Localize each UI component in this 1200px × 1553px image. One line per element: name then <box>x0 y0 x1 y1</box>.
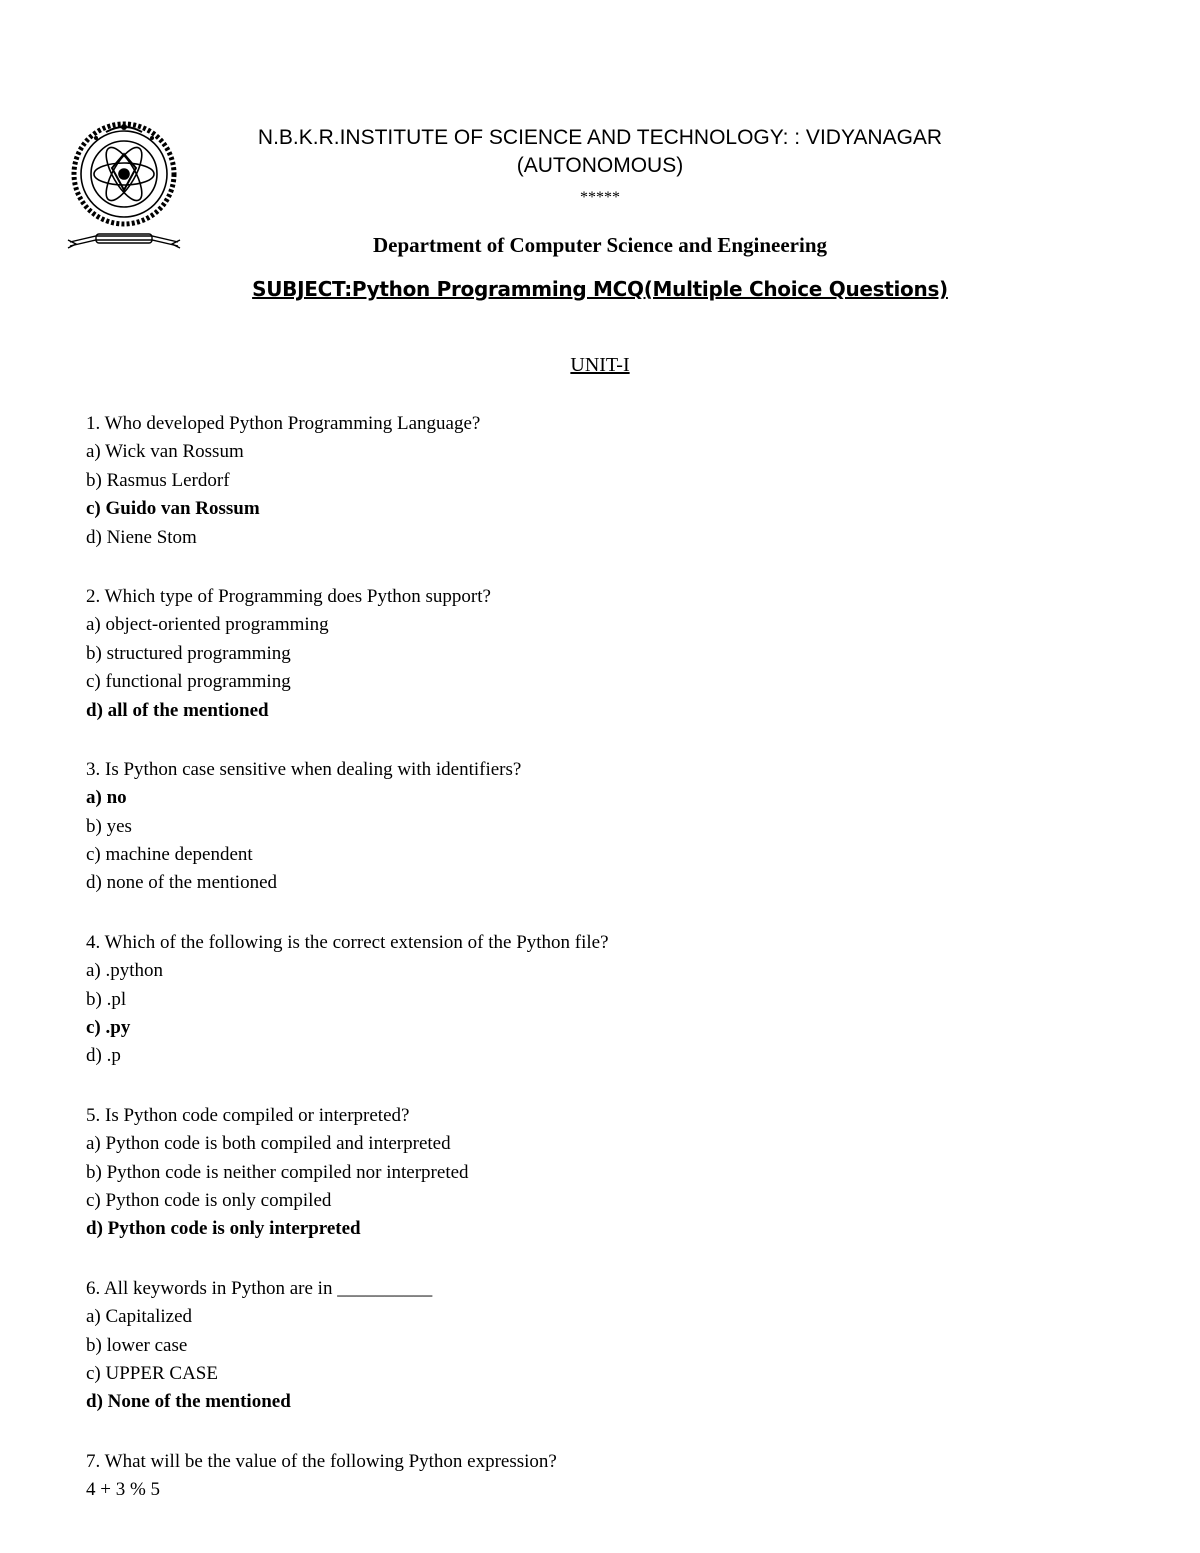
question-list <box>86 410 1086 1536</box>
answer-option: a) .python <box>86 960 164 982</box>
unit-heading: UNIT-I <box>570 354 630 376</box>
answer-option: c) functional programming <box>86 671 291 693</box>
question-block <box>86 756 1086 898</box>
answer-option: b) structured programming <box>86 642 291 664</box>
answer-option: c) Python code is only compiled <box>86 1189 332 1211</box>
answer-option-correct: d) None of the mentioned <box>86 1391 291 1413</box>
answer-option: b) Python code is neither compiled nor interpreted <box>86 1161 469 1183</box>
answer-option-correct: d) all of the mentioned <box>86 699 269 721</box>
institute-status: (AUTONOMOUS) <box>516 154 684 177</box>
question-block <box>86 410 1086 552</box>
separator-stars: ***** <box>580 189 620 206</box>
answer-option: a) Python code is both compiled and interpreted <box>86 1133 451 1155</box>
question-block <box>86 1448 1086 1505</box>
question-block <box>86 583 1086 725</box>
answer-option: d) .p <box>86 1045 121 1067</box>
answer-option: 4 + 3 % 5 <box>86 1479 161 1501</box>
question-block <box>86 1275 1086 1417</box>
institute-name: N.B.K.R.INSTITUTE OF SCIENCE AND TECHNOLOGY: : VIDYANAGAR <box>257 126 943 149</box>
answer-option: c) UPPER CASE <box>86 1362 218 1384</box>
question-text: 5. Is Python code compiled or interpreted? <box>86 1104 410 1126</box>
question-text: 1. Who developed Python Programming Language? <box>86 413 481 434</box>
question-text: 4. Which of the following is the correct extension of the Python file? <box>86 931 609 953</box>
answer-option: a) Capitalized <box>86 1306 193 1328</box>
answer-option-correct: c) Guido van Rossum <box>86 498 260 520</box>
question-text: 7. What will be the value of the following Python expression? <box>86 1450 557 1472</box>
answer-option: d) none of the mentioned <box>86 872 278 894</box>
question-block <box>86 1102 1086 1244</box>
answer-option: b) Rasmus Lerdorf <box>86 469 230 491</box>
question-block <box>86 929 1086 1071</box>
subject-title: SUBJECT:Python Programming MCQ(Multiple Choice Questions) <box>252 277 948 301</box>
answer-option: b) yes <box>86 815 132 837</box>
answer-option: b) .pl <box>86 988 127 1010</box>
question-text: 2. Which type of Programming does Python support? <box>86 585 491 607</box>
answer-option-correct: d) Python code is only interpreted <box>86 1218 361 1240</box>
answer-option-correct: a) no <box>86 787 127 809</box>
answer-option: b) lower case <box>86 1334 188 1356</box>
answer-option: d) Niene Stom <box>86 526 197 548</box>
answer-option: c) machine dependent <box>86 844 253 866</box>
question-text: 6. All keywords in Python are in __________ <box>86 1277 433 1299</box>
department-name: Department of Computer Science and Engineering <box>373 233 827 257</box>
answer-option: a) object-oriented programming <box>86 614 329 636</box>
answer-option-correct: c) .py <box>86 1017 131 1039</box>
answer-option: a) Wick van Rossum <box>86 441 244 463</box>
question-text: 3. Is Python case sensitive when dealing with identifiers? <box>86 758 522 780</box>
